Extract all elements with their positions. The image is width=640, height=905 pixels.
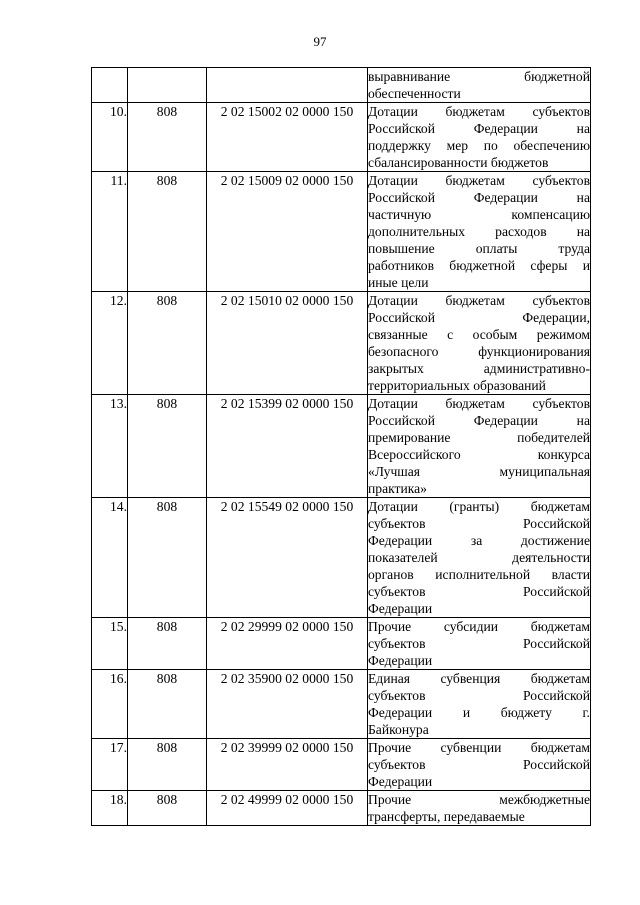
budget-classification-code-cell: 2 02 29999 02 0000 150 [207,618,368,670]
name-word: особым [472,327,518,342]
table-row [92,395,591,498]
name-text-line [368,739,590,756]
name-word: Российской [523,688,590,703]
name-word: закрытых [368,361,424,376]
administrator-code-cell: 808 [128,791,207,826]
name-word: практика» [368,481,427,496]
revenue-name-cell [368,498,591,618]
name-word: на [576,413,590,428]
name-word: расходов [495,224,547,239]
table-row [92,172,591,292]
name-word: бюджетной [449,258,516,273]
name-word: победителей [517,430,590,445]
row-number-cell [92,68,128,103]
name-word: Российской [523,757,590,772]
revenue-name-cell [368,618,591,670]
name-text-line [368,172,590,189]
name-word: труда [558,241,590,256]
name-word: бюджетной [524,69,590,84]
name-word: субъектов [532,173,590,188]
name-text-line [368,240,590,257]
name-word: исполнительной [435,567,531,582]
administrator-code-cell: 808 [128,172,207,292]
name-word: показателей [368,550,438,565]
name-word: органов [368,567,414,582]
name-word: Российской [368,121,435,136]
row-number-cell: 17. [92,739,128,791]
name-text-line [368,360,590,377]
name-text-line [368,600,590,617]
name-text-line [368,137,590,154]
name-word: обеспечению [513,138,590,153]
name-word: безопасного [368,344,439,359]
name-text-line [368,412,590,429]
budget-revenue-table [91,67,591,826]
name-word: частичную [368,207,432,222]
name-text-line [368,85,590,102]
administrator-code-cell: 808 [128,103,207,172]
name-word: г. [582,705,590,720]
name-word: дополнительных [368,224,466,239]
name-text-line [368,309,590,326]
name-text-line [368,429,590,446]
name-word: Дотации [368,104,418,119]
name-word: бюджетам [445,173,505,188]
row-number-cell: 11. [92,172,128,292]
name-text-line [368,395,590,412]
name-word: Байконура [368,722,429,737]
revenue-name-cell [368,103,591,172]
budget-classification-code-cell [207,68,368,103]
name-word: на [576,121,590,136]
name-word: субъектов [532,396,590,411]
name-word: власти [551,567,590,582]
row-number-cell: 10. [92,103,128,172]
administrator-code-cell: 808 [128,498,207,618]
revenue-name-cell [368,68,591,103]
name-word: функционирования [478,344,590,359]
name-word: (гранты) [449,499,500,514]
name-word: повышение [368,241,435,256]
name-text-line [368,704,590,721]
name-word: бюджетам [530,740,590,755]
name-word: связанные [368,327,428,342]
name-word: с [447,327,454,342]
name-word: мер [446,138,469,153]
administrator-code-cell: 808 [128,618,207,670]
row-number-cell: 18. [92,791,128,826]
revenue-name-cell [368,292,591,395]
name-text-line [368,257,590,274]
name-word: бюджетам [530,499,590,514]
revenue-name-cell [368,739,591,791]
budget-classification-code-cell: 2 02 15549 02 0000 150 [207,498,368,618]
name-word: субъектов [368,584,426,599]
table-row [92,739,591,791]
administrator-code-cell: 808 [128,395,207,498]
name-word: деятельности [512,550,590,565]
name-word: Дотации [368,293,418,308]
budget-classification-code-cell: 2 02 15009 02 0000 150 [207,172,368,292]
page-number: 97 [313,34,327,49]
name-word: Федерации [473,190,538,205]
name-word: и [462,705,471,720]
name-word: Российской [368,190,435,205]
name-word: обеспеченности [368,86,461,101]
name-word: сбалансированности бюджетов [368,155,549,170]
row-number-cell: 12. [92,292,128,395]
row-number-cell: 16. [92,670,128,739]
name-word: административно- [483,361,590,376]
name-text-line [368,687,590,704]
name-text-line [368,756,590,773]
name-word: достижение [520,533,590,548]
name-word: Прочие [368,792,412,807]
table-row [92,618,591,670]
name-word: бюджетам [445,104,505,119]
name-word: бюджетам [530,671,590,686]
name-word: иные цели [368,275,429,290]
table-row [92,498,591,618]
name-word: Дотации [368,499,418,514]
name-text-line [368,377,590,394]
name-word: премирование [368,430,451,445]
name-word: Российской [523,516,590,531]
name-word: Федерации [473,413,538,428]
name-word: Федерации [368,774,433,789]
name-word: Федерации, [522,310,590,325]
name-word: Российской [523,636,590,651]
administrator-code-cell [128,68,207,103]
budget-classification-code-cell: 2 02 35900 02 0000 150 [207,670,368,739]
name-word: Дотации [368,173,418,188]
table-row [92,670,591,739]
name-text-line [368,446,590,463]
name-word: территориальных образований [368,378,546,393]
name-word: бюджету [500,705,552,720]
table-row [92,791,591,826]
name-text-line [368,618,590,635]
budget-classification-code-cell: 2 02 49999 02 0000 150 [207,791,368,826]
name-text-line [368,103,590,120]
name-word: за [470,533,483,548]
row-number-cell: 15. [92,618,128,670]
name-text-line [368,670,590,687]
name-word: трансферты, [368,809,441,824]
revenue-name-cell [368,791,591,826]
table-row [92,292,591,395]
name-text-line [368,808,590,825]
name-word: и [582,258,590,273]
administrator-code-cell: 808 [128,670,207,739]
name-word: конкурса [537,447,590,462]
name-text-line [368,721,590,738]
budget-classification-code-cell: 2 02 15399 02 0000 150 [207,395,368,498]
name-word: режимом [536,327,590,342]
name-text-line [368,532,590,549]
name-text-line [368,206,590,223]
name-text-line [368,68,590,85]
name-text-line [368,480,590,497]
name-word: бюджетам [445,396,505,411]
name-word: Федерации [368,653,433,668]
name-text-line [368,652,590,669]
name-text-line [368,154,590,171]
name-word: субъектов [368,757,426,772]
name-text-line [368,189,590,206]
name-word: по [483,138,498,153]
name-word: субъектов [368,688,426,703]
name-text-line [368,292,590,309]
name-word: Российской [368,413,435,428]
name-word: Прочие [368,619,412,634]
row-number-cell: 14. [92,498,128,618]
name-word: работников [368,258,434,273]
name-word: Всероссийского [368,447,461,462]
name-word: субвенции [440,740,502,755]
name-text-line [368,566,590,583]
name-text-line [368,274,590,291]
name-word: межбюджетные [499,792,590,807]
administrator-code-cell: 808 [128,292,207,395]
name-word: Федерации [368,601,433,616]
name-word: «Лучшая [368,464,421,479]
name-word: Российской [523,584,590,599]
name-text-line [368,773,590,790]
name-text-line [368,583,590,600]
name-word: выравнивание [368,69,451,84]
name-word: бюджетам [445,293,505,308]
name-word: субсидии [443,619,499,634]
budget-classification-code-cell: 2 02 39999 02 0000 150 [207,739,368,791]
table-row [92,68,591,103]
name-word: Дотации [368,396,418,411]
revenue-name-cell [368,395,591,498]
name-word: субъектов [532,104,590,119]
name-word: компенсацию [511,207,590,222]
name-text-line [368,120,590,137]
name-text-line [368,791,590,808]
name-word: субъектов [368,516,426,531]
budget-classification-code-cell: 2 02 15002 02 0000 150 [207,103,368,172]
name-word: оплаты [475,241,518,256]
administrator-code-cell: 808 [128,739,207,791]
row-number-cell: 13. [92,395,128,498]
name-word: Федерации [368,705,433,720]
table-body [92,68,591,826]
name-word: бюджетам [530,619,590,634]
name-word: субвенция [440,671,501,686]
revenue-name-cell [368,670,591,739]
budget-classification-code-cell: 2 02 15010 02 0000 150 [207,292,368,395]
name-text-line [368,635,590,652]
name-text-line [368,223,590,240]
name-word: передаваемые [443,809,525,824]
name-text-line [368,343,590,360]
name-word: поддержку [368,138,431,153]
name-word: Прочие [368,740,412,755]
name-word: на [576,224,590,239]
name-word: Федерации [368,533,433,548]
name-text-line [368,463,590,480]
name-word: субъектов [532,293,590,308]
name-word: Федерации [473,121,538,136]
table-row [92,103,591,172]
name-word: Российской [368,310,435,325]
name-word: сферы [530,258,568,273]
revenue-name-cell [368,172,591,292]
name-text-line [368,498,590,515]
name-text-line [368,549,590,566]
name-text-line [368,326,590,343]
name-text-line [368,515,590,532]
name-word: муниципальная [499,464,590,479]
name-word: субъектов [368,636,426,651]
name-word: на [576,190,590,205]
name-word: Единая [368,671,411,686]
